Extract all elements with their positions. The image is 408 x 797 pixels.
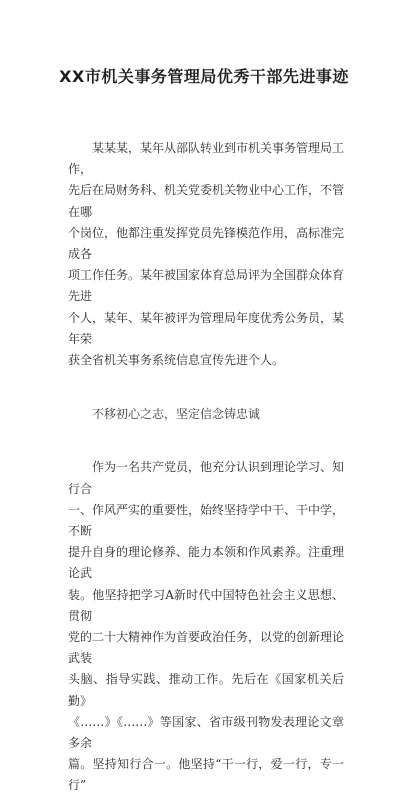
body-paragraph: 作为一名共产党员，他充分认识到理论学习、知行合 一、作风严实的重要性，始终坚持学中干、干中学，不断 提升自身的理论修养、能力本领和作风素养。注重理论武 装。他坚持把学习A新时代中国特色社会主义思想、贯彻 党的二十大精神作为首要政治任务，以党的创新理论武装 头脑、指导实践、推动工作。先后在《国家机关后勤》 《……》《……》等国家、省市级刊物发表理论文章多余 篇。坚持知行合一。他坚持“干一行，爱一行，专一行”: [68, 460, 345, 793]
document-title: XX市机关事务管理局优秀干部先进事迹: [59, 67, 349, 86]
section-heading: 不移初心之志，坚定信念铸忠诚: [92, 407, 261, 422]
document-body: [68, 138, 344, 797]
intro-paragraph: 某某某，某年从部队转业到市机关事务管理局工作， 先后在局财务科、机关党委机关物业中心工作，不管在哪 个岗位，他都注重发挥党员先锋模范作用，高标准完成各 项工作任务。某年被国家体育总局评为全国群众体育先进 个人，某年、某年被评为管理局年度优秀公务员，某年荣 获全省机关事务系统信息宣传先进个人。: [68, 141, 345, 368]
